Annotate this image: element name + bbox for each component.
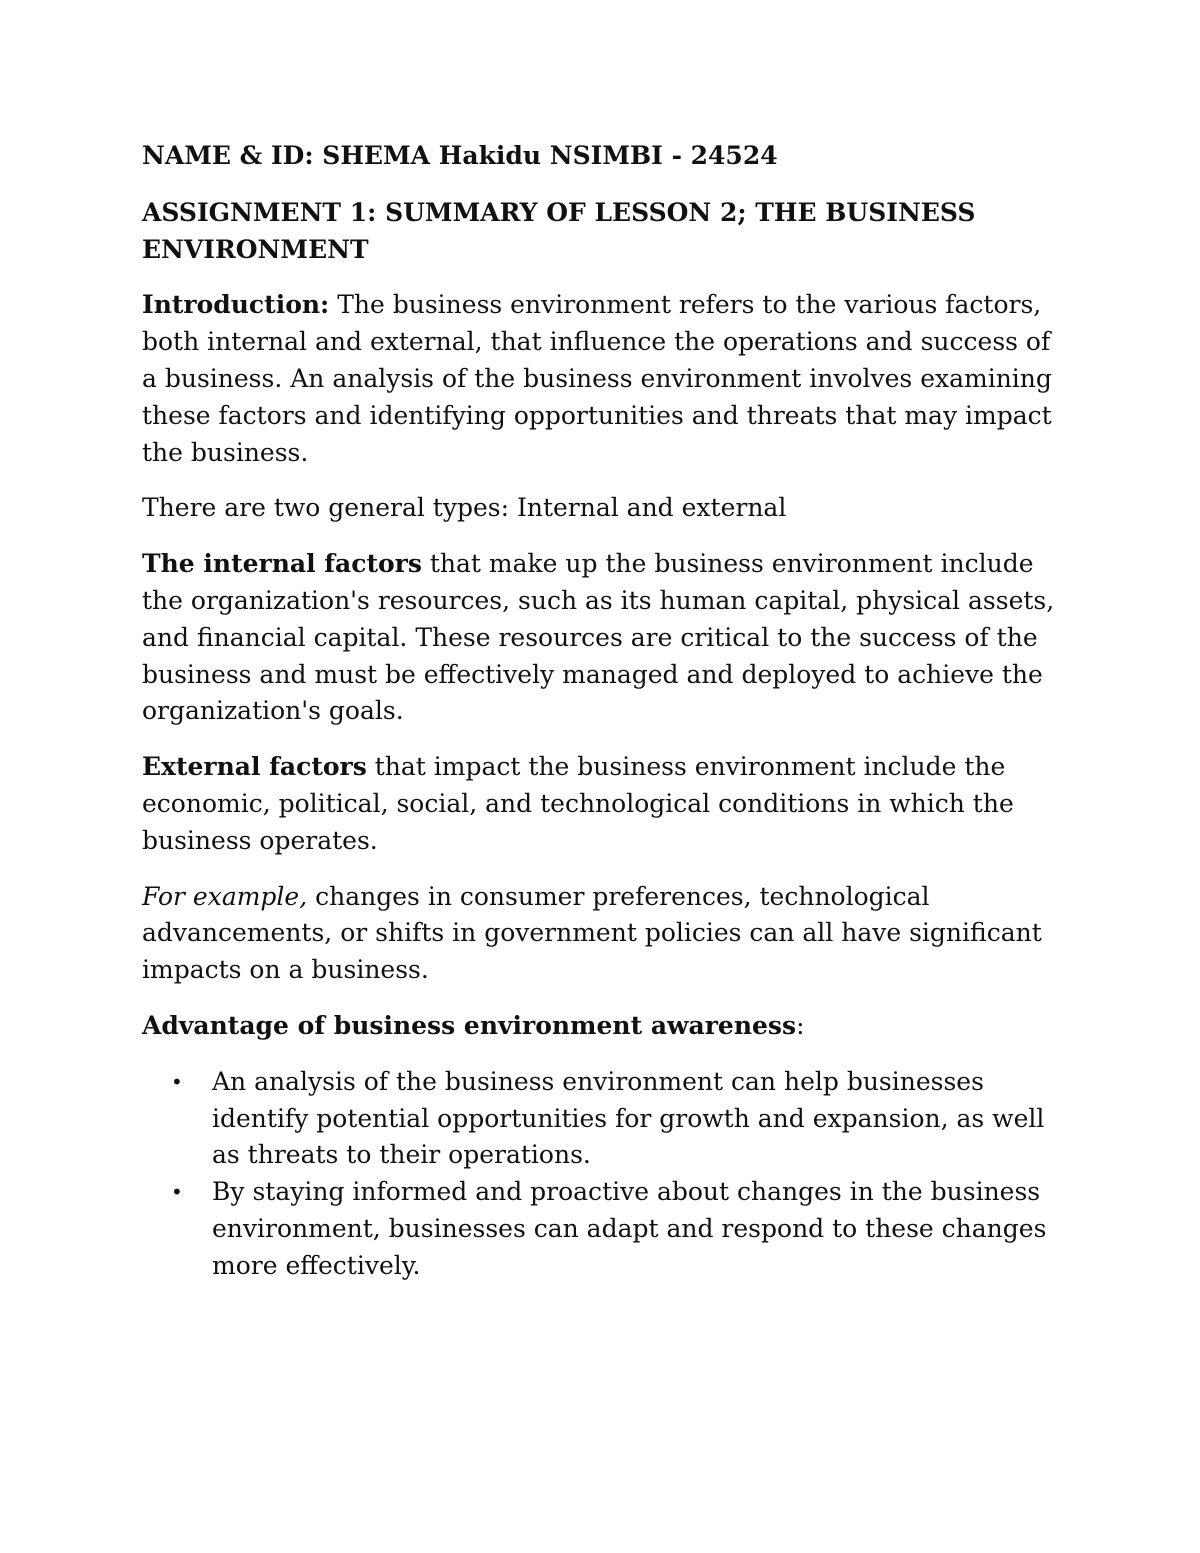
- advantage-label: Advantage of business environment awareness: [142, 1010, 797, 1040]
- advantage-heading: [142, 1008, 1062, 1045]
- external-factors-paragraph: [142, 749, 1062, 859]
- list-item: [142, 1064, 1062, 1174]
- intro-text: The business environment refers to the various factors, both internal and external, that influence the operations and success of a business. An analysis of the business environment involves examining these factors and identifying opportunities and threats that may impact the business.: [142, 290, 1052, 467]
- internal-factors-label: The internal factors: [142, 549, 422, 579]
- example-paragraph: [142, 879, 1062, 989]
- intro-paragraph: [142, 287, 1062, 471]
- document-page: [142, 138, 1062, 1285]
- list-item: [142, 1174, 1062, 1284]
- list-item-text: An analysis of the business environment can help businesses identify potential opportunities for growth and expansion, as well as threats to their operations.: [212, 1066, 1045, 1170]
- list-item-text: By staying informed and proactive about changes in the business environment, businesses can adapt and respond to these changes more effectively.: [212, 1177, 1047, 1280]
- bullet-icon: •: [171, 1180, 183, 1205]
- name-id-heading: NAME & ID: SHEMA Hakidu NSIMBI - 24524: [142, 141, 778, 170]
- external-factors-text: that impact the business environment include the economic, political, social, and technological conditions in which the business operates.: [142, 752, 1014, 855]
- types-paragraph: There are two general types: Internal and external: [142, 493, 787, 523]
- internal-factors-paragraph: [142, 546, 1062, 730]
- external-factors-label: External factors: [142, 752, 367, 782]
- example-label: For example,: [142, 881, 308, 911]
- assignment-title: ASSIGNMENT 1: SUMMARY OF LESSON 2; THE BUSINESS ENVIRONMENT: [142, 197, 976, 264]
- advantage-list: [142, 1064, 1062, 1285]
- intro-label: Introduction:: [142, 290, 330, 320]
- example-text: changes in consumer preferences, technological advancements, or shifts in government policies can all have significant impacts on a business.: [142, 881, 1042, 985]
- internal-factors-text: that make up the business environment include the organization's resources, such as its human capital, physical assets, and financial capital. These resources are critical to the success of the business and must be effectively managed and deployed to achieve the organization's goals.: [142, 549, 1055, 726]
- advantage-suffix: :: [796, 1010, 805, 1040]
- bullet-icon: •: [171, 1069, 183, 1094]
